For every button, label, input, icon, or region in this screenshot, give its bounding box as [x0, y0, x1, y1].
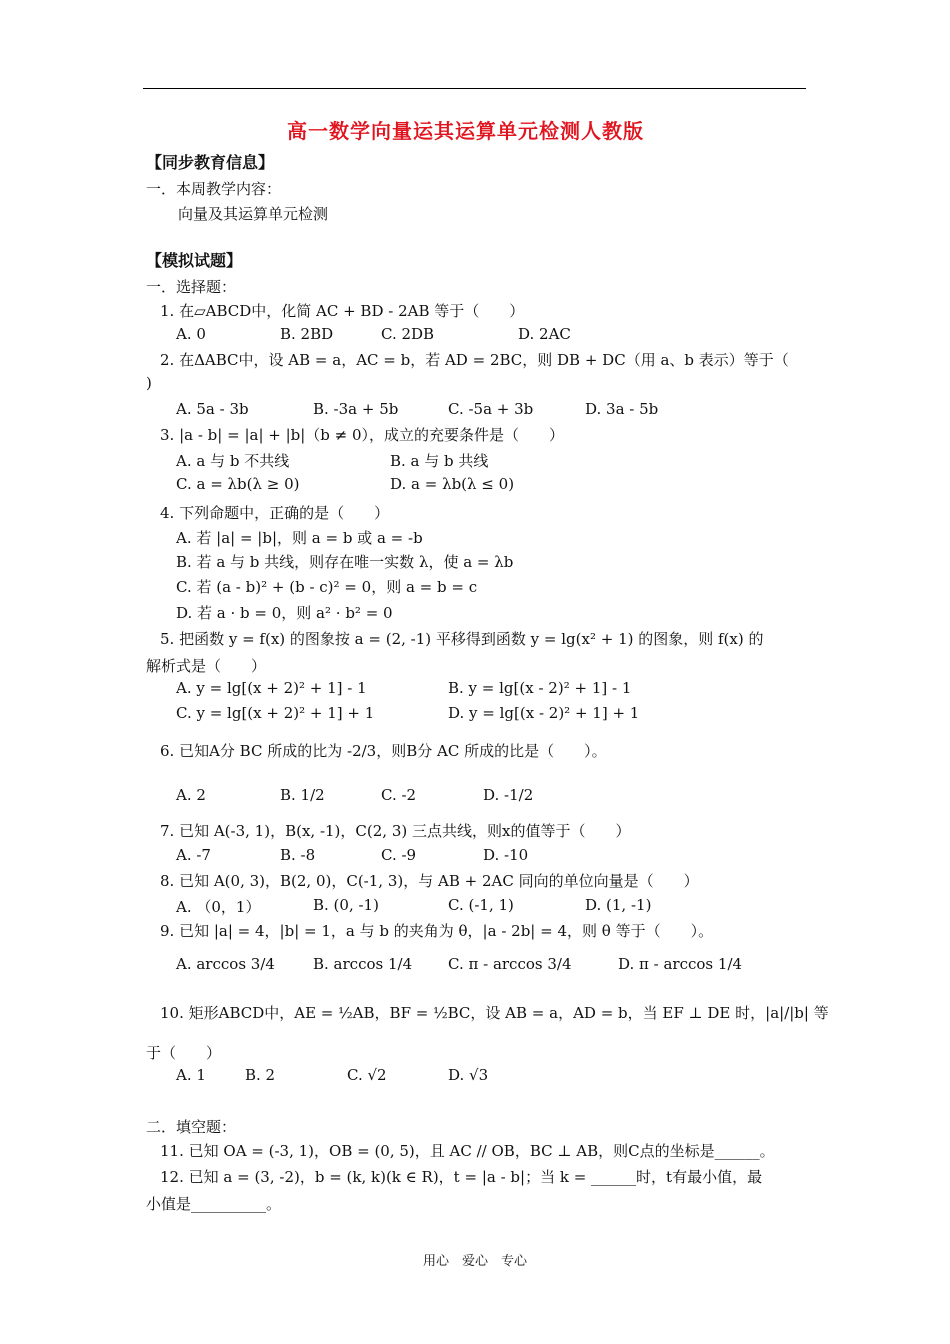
q2-option-c: C. -5a + 3b: [448, 400, 534, 418]
question-10-cont: 于（ ）: [146, 1044, 222, 1062]
q4-option-b: B. 若 a 与 b 共线，则存在唯一实数 λ，使 a = λb: [176, 553, 514, 571]
q9-option-c: C. π - arccos 3/4: [448, 955, 572, 973]
q3-option-d: D. a = λb(λ ≤ 0): [390, 475, 515, 493]
q5-option-b: B. y = lg[(x - 2)² + 1] - 1: [448, 679, 632, 697]
question-6: 6. 已知A分 BC 所成的比为 -2/3，则B分 AC 所成的比是（ ）。: [160, 742, 607, 760]
top-rule: [143, 88, 806, 89]
section-content: 向量及其运算单元检测: [178, 205, 329, 223]
q2-option-b: B. -3a + 5b: [313, 400, 399, 418]
q1-option-c: C. 2DB: [381, 325, 435, 343]
q3-option-b: B. a 与 b 共线: [390, 452, 489, 470]
question-3: 3. |a - b| = |a| + |b|（b ≠ 0），成立的充要条件是（ ）: [160, 426, 565, 444]
q10-option-d: D. √3: [448, 1066, 489, 1084]
page-footer: 用心 爱心 专心: [422, 1254, 527, 1269]
question-2-cont: ): [146, 374, 152, 392]
question-7: 7. 已知 A(-3, 1)，B(x, -1)，C(2, 3) 三点共线，则x的值等于（ ）: [160, 822, 631, 840]
q9-option-b: B. arccos 1/4: [313, 955, 413, 973]
section-item: 一．本周教学内容：: [146, 180, 282, 198]
section-heading-sync: 【同步教育信息】: [146, 153, 275, 172]
q6-option-b: B. 1/2: [280, 786, 325, 804]
q1-option-d: D. 2AC: [518, 325, 571, 343]
q9-option-d: D. π - arccos 1/4: [618, 955, 743, 973]
q6-option-a: A. 2: [176, 786, 206, 804]
question-12-cont: 小值是__________。: [146, 1195, 282, 1213]
q8-option-c: C. (-1, 1): [448, 896, 514, 914]
q5-option-a: A. y = lg[(x + 2)² + 1] - 1: [176, 679, 367, 697]
question-1: 1. 在▱ABCD中，化简 AC + BD - 2AB 等于（ ）: [160, 302, 525, 320]
question-9: 9. 已知 |a| = 4，|b| = 1，a 与 b 的夹角为 θ，|a - 2b| = 4，则 θ 等于（ ）。: [160, 922, 714, 940]
q6-option-d: D. -1/2: [483, 786, 534, 804]
q1-option-b: B. 2BD: [280, 325, 334, 343]
question-8: 8. 已知 A(0, 3)，B(2, 0)，C(-1, 3)，与 AB + 2AC 同向的单位向量是（ ）: [160, 872, 699, 890]
q2-option-a: A. 5a - 3b: [176, 400, 249, 418]
q7-option-d: D. -10: [483, 846, 529, 864]
q5-option-d: D. y = lg[(x - 2)² + 1] + 1: [448, 704, 640, 722]
part-choice-heading: 一．选择题：: [146, 278, 237, 296]
q3-option-c: C. a = λb(λ ≥ 0): [176, 475, 300, 493]
q10-option-a: A. 1: [176, 1066, 206, 1084]
q4-option-d: D. 若 a · b = 0，则 a² · b² = 0: [176, 604, 393, 622]
q8-option-b: B. (0, -1): [313, 896, 379, 914]
question-11: 11. 已知 OA = (-3, 1)，OB = (0, 5)，且 AC // OB，BC ⊥ AB，则C点的坐标是______。: [160, 1142, 775, 1160]
q4-option-a: A. 若 |a| = |b|，则 a = b 或 a = -b: [176, 529, 423, 547]
q5-option-c: C. y = lg[(x + 2)² + 1] + 1: [176, 704, 375, 722]
q1-option-a: A. 0: [176, 325, 206, 343]
q7-option-a: A. -7: [176, 846, 211, 864]
q8-option-a: A. （0，1）: [176, 898, 261, 916]
q4-option-c: C. 若 (a - b)² + (b - c)² = 0，则 a = b = c: [176, 578, 478, 596]
question-5-cont: 解析式是（ ）: [146, 657, 267, 675]
q9-option-a: A. arccos 3/4: [176, 955, 275, 973]
q7-option-b: B. -8: [280, 846, 316, 864]
q7-option-c: C. -9: [381, 846, 417, 864]
q3-option-a: A. a 与 b 不共线: [176, 452, 290, 470]
section-heading-test: 【模拟试题】: [146, 251, 243, 270]
q2-option-d: D. 3a - 5b: [585, 400, 659, 418]
question-10: 10. 矩形ABCD中，AE = ½AB，BF = ½BC，设 AB = a，AD = b，当 EF ⊥ DE 时，|a|/|b| 等: [160, 1004, 829, 1022]
question-12: 12. 已知 a = (3, -2)，b = (k, k)(k ∈ R)，t = |a - b|；当 k = ______时，t有最小值，最: [160, 1168, 763, 1186]
part-fill-heading: 二．填空题：: [146, 1118, 237, 1136]
question-2: 2. 在ΔABC中，设 AB = a，AC = b，若 AD = 2BC，则 DB + DC（用 a、b 表示）等于（: [160, 351, 789, 369]
q10-option-c: C. √2: [347, 1066, 387, 1084]
q8-option-d: D. (1, -1): [585, 896, 652, 914]
question-5: 5. 把函数 y = f(x) 的图象按 a = (2, -1) 平移得到函数 y = lg(x² + 1) 的图象，则 f(x) 的: [160, 630, 764, 648]
q6-option-c: C. -2: [381, 786, 417, 804]
question-4: 4. 下列命题中，正确的是（ ）: [160, 504, 390, 522]
page-title: 高一数学向量运其运算单元检测人教版: [287, 119, 644, 143]
q10-option-b: B. 2: [245, 1066, 276, 1084]
